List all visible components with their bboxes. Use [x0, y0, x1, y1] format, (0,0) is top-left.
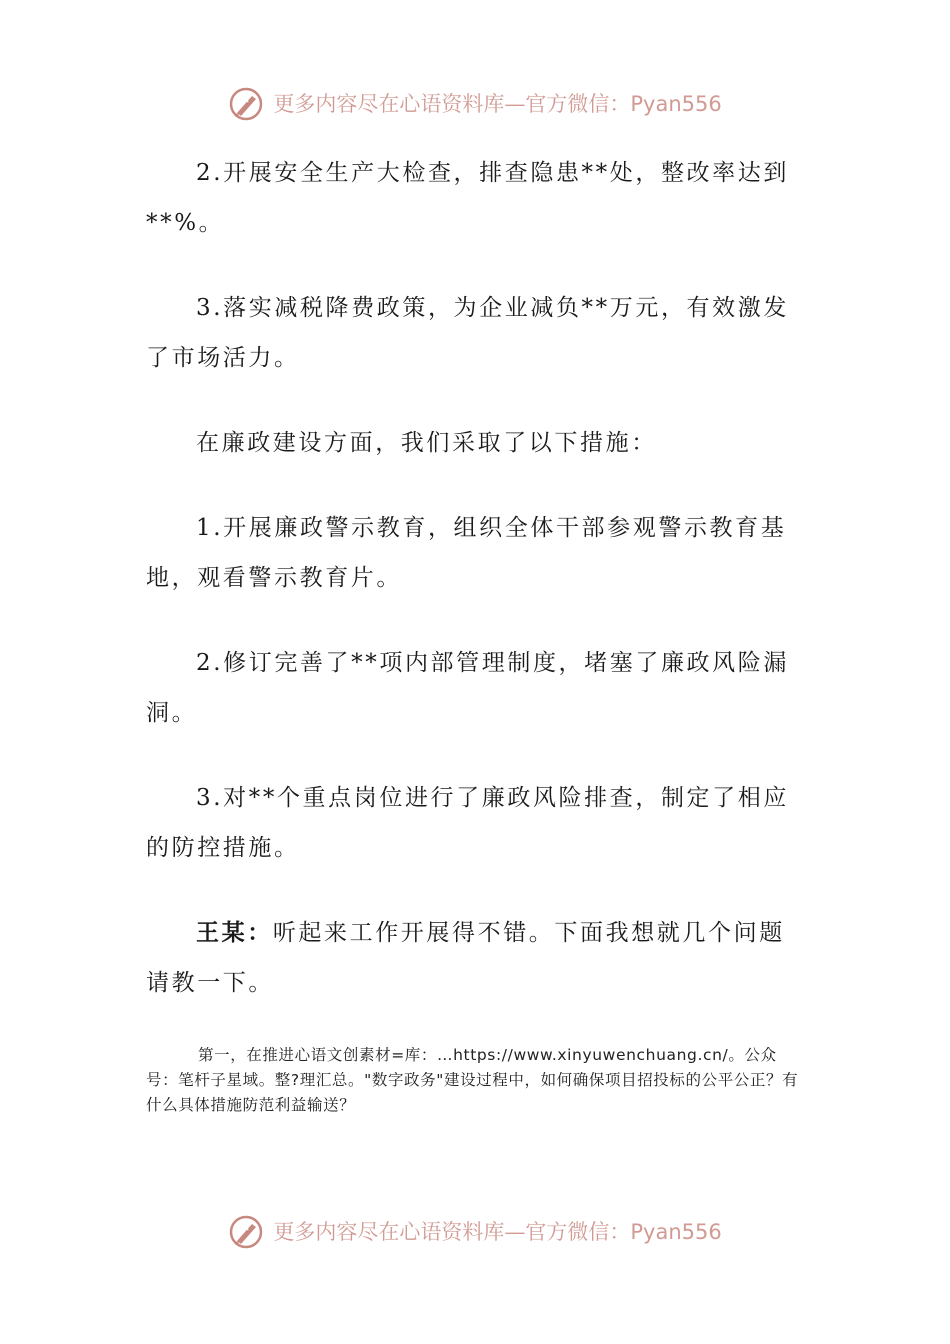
- watermark-text: 更多内容尽在心语资料库—官方微信：: [273, 1219, 631, 1244]
- question-note: 第一，在推进心语文创素材=库：…https://www.xinyuwenchuang.cn/。公众号：笔杆子星域。整?理汇总。"数字政务"建设过程中，如何确保项目招投标的公平公正？有什么具体措施防范利益输送？: [146, 1046, 799, 1114]
- paragraph-tax-reduction: 3.落实减税降费政策，为企业减负**万元，有效激发了市场活力。: [146, 295, 789, 371]
- pen-logo-icon: [228, 86, 264, 122]
- pen-logo-icon: [228, 1214, 264, 1250]
- watermark-wechat: Pyan556: [630, 1219, 722, 1244]
- speaker-name: 王某：: [196, 919, 273, 946]
- paragraph-risk-check: 3.对**个重点岗位进行了廉政风险排查，制定了相应的防控措施。: [146, 785, 789, 861]
- watermark-wechat: Pyan556: [630, 91, 722, 116]
- watermark-text: 更多内容尽在心语资料库—官方微信：: [273, 91, 631, 116]
- dialogue-paragraph: [146, 908, 806, 1008]
- paragraph-management-rules: 2.修订完善了**项内部管理制度，堵塞了廉政风险漏洞。: [146, 650, 789, 726]
- paragraph-warning-education: 1.开展廉政警示教育，组织全体干部参观警示教育基地，观看警示教育片。: [146, 515, 787, 591]
- header-watermark: [0, 83, 950, 123]
- document-body: [146, 148, 806, 1134]
- paragraph-safety-inspection: 2.开展安全生产大检查，排查隐患**处，整改率达到**%。: [146, 160, 789, 236]
- footer-watermark: [0, 1211, 950, 1251]
- paragraph-integrity-intro: 在廉政建设方面，我们采取了以下措施：: [196, 430, 657, 456]
- dialogue-text: 听起来工作开展得不错。下面我想就几个问题请教一下。: [146, 920, 785, 996]
